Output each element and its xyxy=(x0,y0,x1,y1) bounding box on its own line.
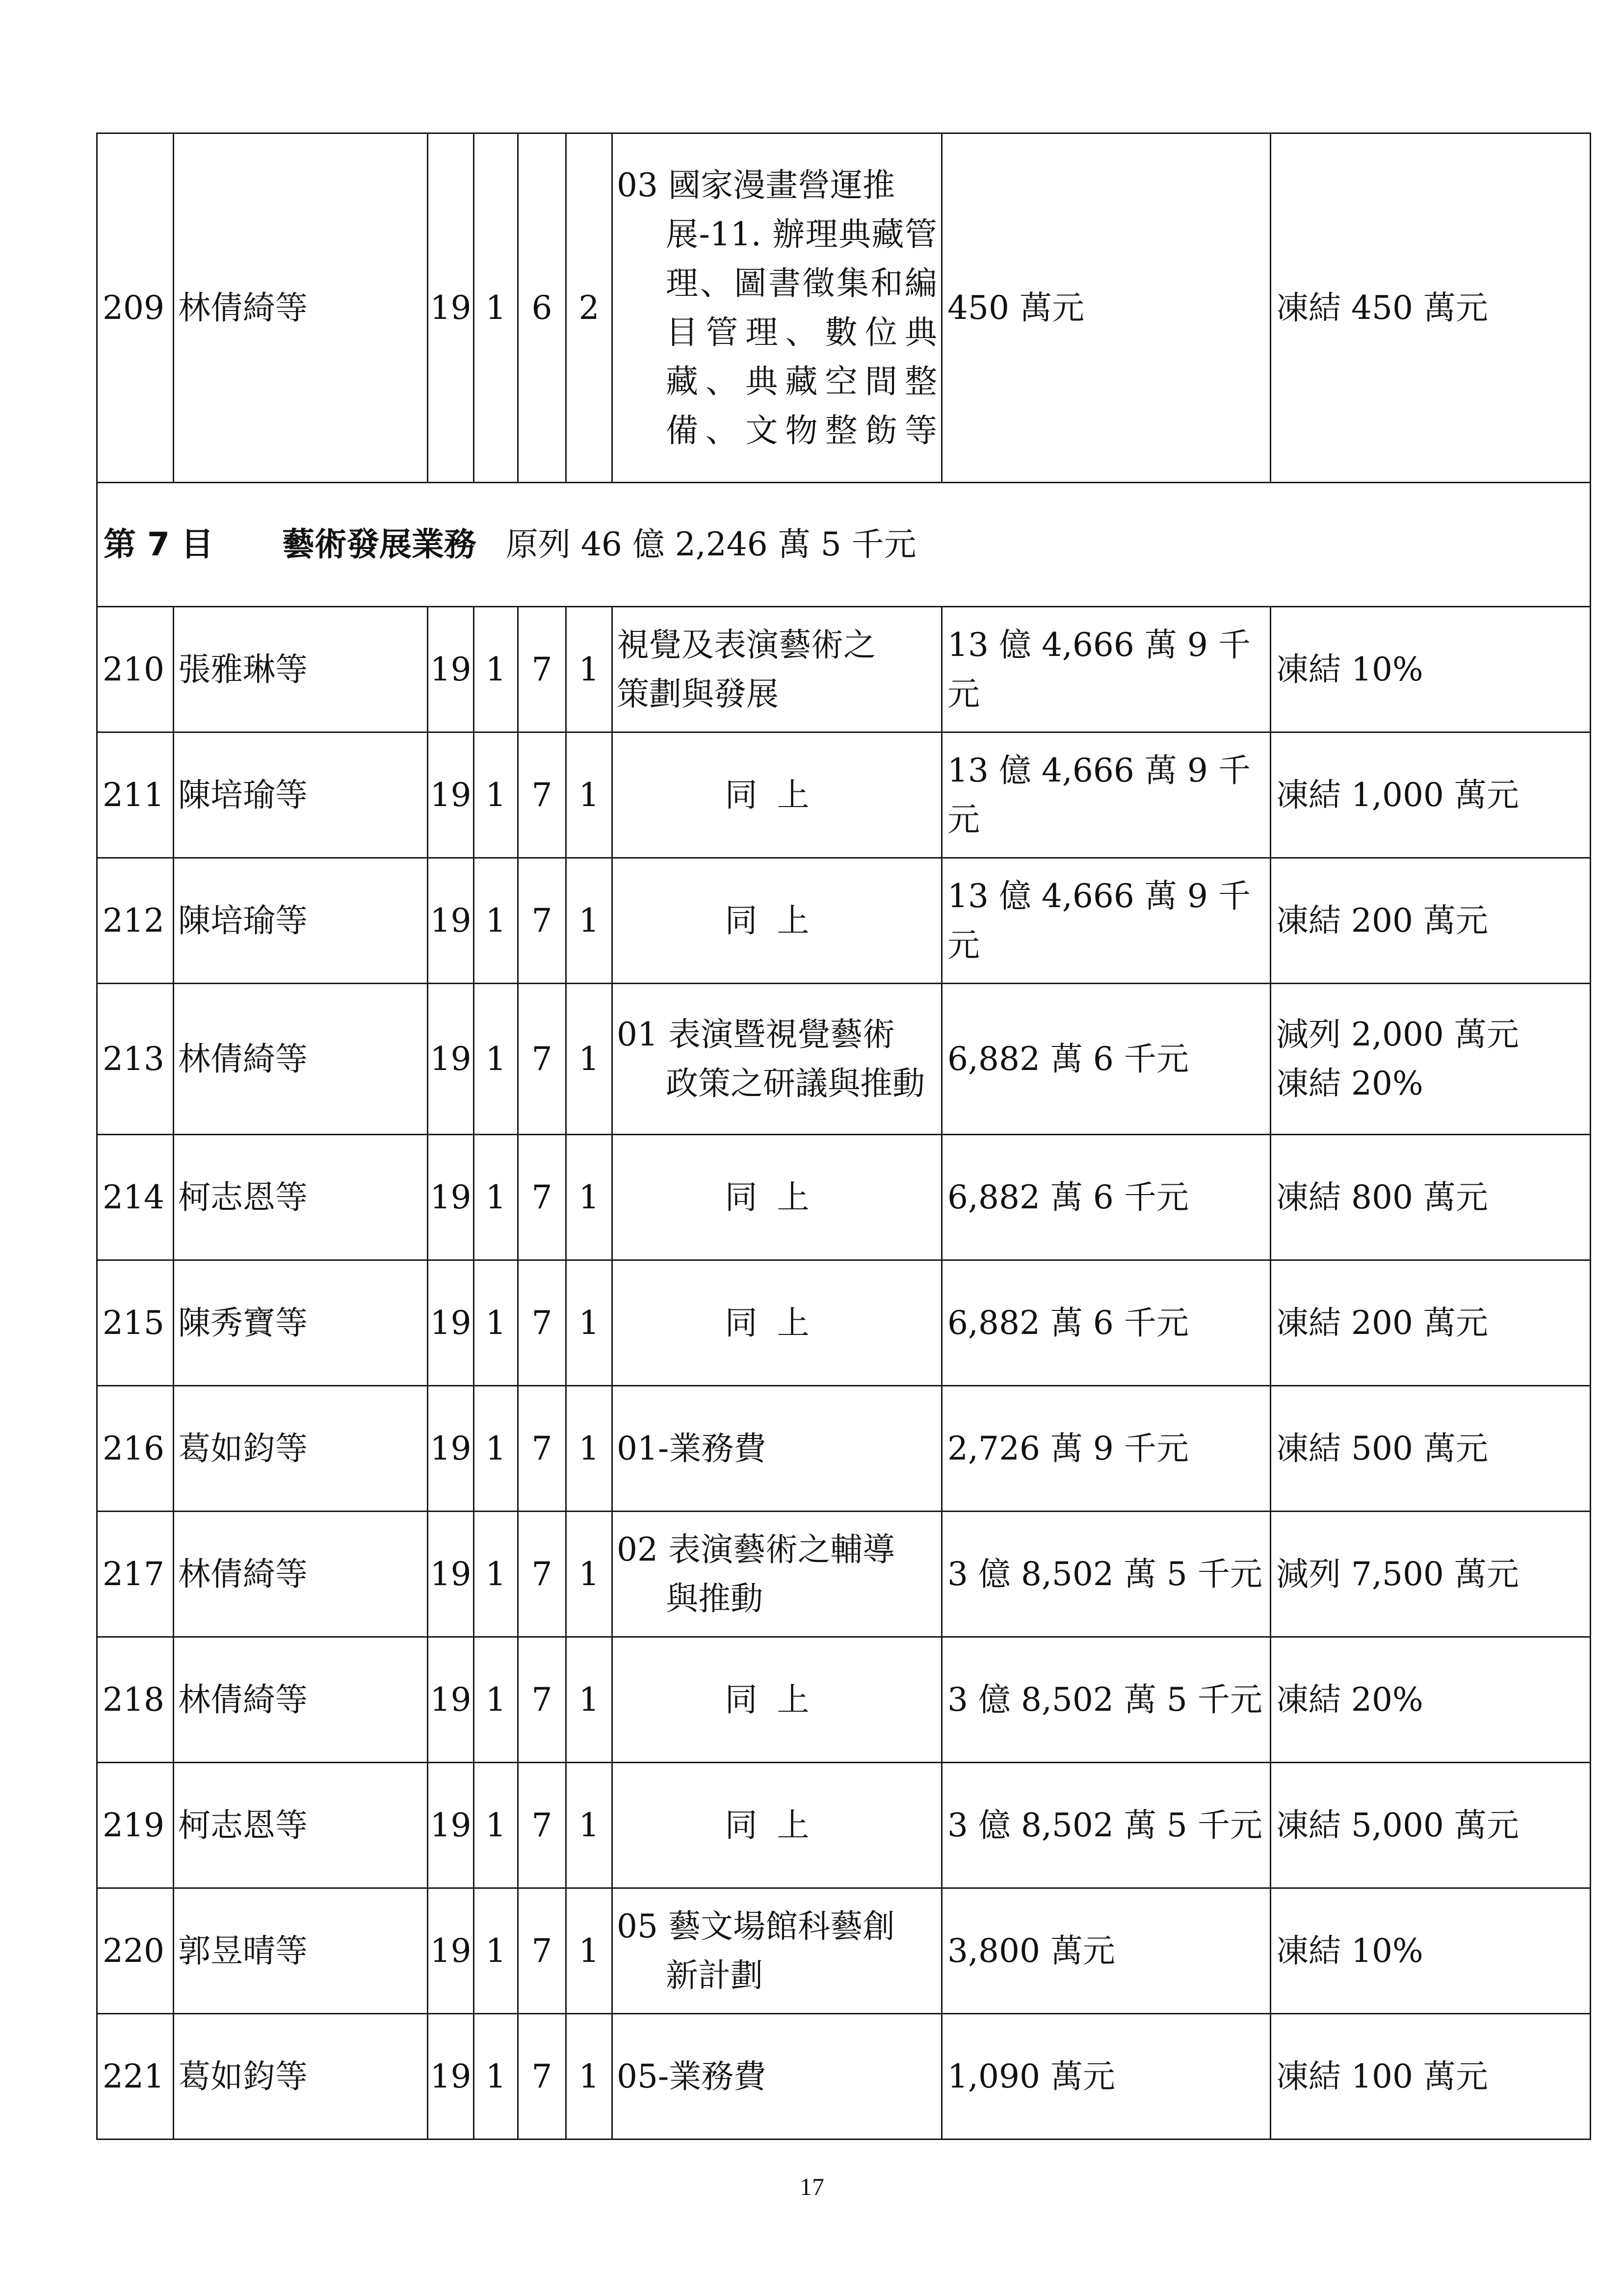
code-cell: 7 xyxy=(518,732,566,858)
budget-item xyxy=(612,1386,942,1512)
budget-amount-line: 元 xyxy=(947,675,980,713)
budget-amount xyxy=(942,1386,1271,1512)
code-cell: 1 xyxy=(474,1763,518,1888)
code-cell: 1 xyxy=(474,984,518,1135)
proposal-number: 209 xyxy=(97,133,174,483)
resolution xyxy=(1271,1260,1591,1386)
proposer-name: 葛如鈞等 xyxy=(174,2014,428,2139)
budget-amount xyxy=(942,1512,1271,1637)
resolution xyxy=(1271,984,1591,1135)
code-cell: 1 xyxy=(474,1135,518,1260)
code-cell: 1 xyxy=(566,1512,612,1637)
code-cell: 1 xyxy=(566,1260,612,1386)
proposal-number: 218 xyxy=(97,1637,174,1763)
proposer-name: 陳秀寶等 xyxy=(174,1260,428,1386)
budget-item-heading: 01 表演暨視覺藝術 xyxy=(617,1015,895,1053)
table-row xyxy=(97,1512,1591,1637)
table-row xyxy=(97,1763,1591,1888)
resolution-line: 凍結 200 萬元 xyxy=(1276,1304,1488,1342)
code-cell: 19 xyxy=(428,607,474,732)
budget-item-heading: 01-業務費 xyxy=(617,1429,766,1467)
budget-amount-line: 6,882 萬 6 千元 xyxy=(947,1040,1189,1078)
page-number: 17 xyxy=(800,2173,824,2200)
code-cell: 7 xyxy=(518,1260,566,1386)
proposal-number: 212 xyxy=(97,858,174,984)
budget-amount-line: 1,090 萬元 xyxy=(947,2057,1115,2095)
budget-item-heading: 03 國家漫畫營運推 xyxy=(617,166,895,204)
table-row xyxy=(97,133,1591,483)
budget-amount xyxy=(942,858,1271,984)
code-cell: 1 xyxy=(566,1386,612,1512)
code-cell: 6 xyxy=(518,133,566,483)
code-cell: 7 xyxy=(518,1763,566,1888)
budget-amount xyxy=(942,732,1271,858)
budget-amount-line: 13 億 4,666 萬 9 千 xyxy=(947,877,1251,915)
code-cell: 1 xyxy=(566,1135,612,1260)
resolution xyxy=(1271,607,1591,732)
budget-item xyxy=(612,133,942,483)
table-row xyxy=(97,984,1591,1135)
budget-item-detail: 新計劃 xyxy=(666,1956,763,1994)
table-row xyxy=(97,1637,1591,1763)
code-cell: 1 xyxy=(474,858,518,984)
budget-amount-line: 3 億 8,502 萬 5 千元 xyxy=(947,1806,1262,1844)
budget-amount-line: 2,726 萬 9 千元 xyxy=(947,1429,1189,1467)
resolution xyxy=(1271,1888,1591,2014)
budget-amount-line: 3 億 8,502 萬 5 千元 xyxy=(947,1680,1262,1719)
budget-item: 同上 xyxy=(612,1637,942,1763)
code-cell: 1 xyxy=(474,1888,518,2014)
code-cell: 7 xyxy=(518,1135,566,1260)
code-cell: 1 xyxy=(474,732,518,858)
proposal-number: 219 xyxy=(97,1763,174,1888)
budget-item-heading: 02 表演藝術之輔導 xyxy=(617,1530,895,1568)
code-cell: 1 xyxy=(566,1637,612,1763)
table-row xyxy=(97,607,1591,732)
budget-amount xyxy=(942,1637,1271,1763)
code-cell: 1 xyxy=(474,1637,518,1763)
budget-amount-line: 13 億 4,666 萬 9 千 xyxy=(947,626,1251,664)
proposer-name: 張雅琳等 xyxy=(174,607,428,732)
section-number: 第 7 目 xyxy=(104,525,213,563)
budget-item xyxy=(612,1512,942,1637)
resolution xyxy=(1271,1637,1591,1763)
resolution-line: 凍結 5,000 萬元 xyxy=(1276,1806,1519,1844)
resolution-line: 減列 7,500 萬元 xyxy=(1276,1555,1519,1593)
code-cell: 19 xyxy=(428,858,474,984)
code-cell: 1 xyxy=(474,133,518,483)
proposal-number: 220 xyxy=(97,1888,174,2014)
code-cell: 7 xyxy=(518,1386,566,1512)
budget-item-detail: 政策之研議與推動 xyxy=(666,1064,925,1102)
code-cell: 19 xyxy=(428,732,474,858)
code-cell: 19 xyxy=(428,984,474,1135)
budget-resolution-table xyxy=(96,132,1591,2140)
budget-item-heading: 05 藝文場館科藝創 xyxy=(617,1907,895,1945)
resolution xyxy=(1271,1386,1591,1512)
resolution-line: 凍結 20% xyxy=(1276,1064,1423,1102)
proposer-name: 林倩綺等 xyxy=(174,1637,428,1763)
budget-item: 同上 xyxy=(612,1763,942,1888)
section-original-budget: 原列 46 億 2,246 萬 5 千元 xyxy=(505,525,917,563)
resolution-line: 減列 2,000 萬元 xyxy=(1276,1015,1519,1053)
code-cell: 1 xyxy=(474,607,518,732)
proposer-name: 陳培瑜等 xyxy=(174,858,428,984)
code-cell: 7 xyxy=(518,1637,566,1763)
budget-amount-line: 元 xyxy=(947,926,980,964)
budget-amount-line: 6,882 萬 6 千元 xyxy=(947,1304,1189,1342)
code-cell: 1 xyxy=(566,1763,612,1888)
proposal-number: 217 xyxy=(97,1512,174,1637)
budget-amount xyxy=(942,1135,1271,1260)
code-cell: 1 xyxy=(474,1512,518,1637)
resolution-line: 凍結 20% xyxy=(1276,1680,1423,1719)
code-cell: 1 xyxy=(566,607,612,732)
proposer-name: 林倩綺等 xyxy=(174,1512,428,1637)
budget-amount xyxy=(942,1260,1271,1386)
table-row xyxy=(97,1386,1591,1512)
resolution xyxy=(1271,1512,1591,1637)
proposal-number: 221 xyxy=(97,2014,174,2139)
budget-item: 同上 xyxy=(612,858,942,984)
budget-amount xyxy=(942,2014,1271,2139)
budget-item: 同上 xyxy=(612,1135,942,1260)
code-cell: 19 xyxy=(428,1386,474,1512)
budget-item xyxy=(612,607,942,732)
budget-item-detail: 展-11. 辦理典藏管理、圖書徵集和編目管理、數位典藏、典藏空間整備、文物整飭等 xyxy=(666,215,937,449)
code-cell: 19 xyxy=(428,1888,474,2014)
proposal-number: 215 xyxy=(97,1260,174,1386)
code-cell: 19 xyxy=(428,1135,474,1260)
proposer-name: 柯志恩等 xyxy=(174,1763,428,1888)
proposer-name: 林倩綺等 xyxy=(174,984,428,1135)
resolution-line: 凍結 1,000 萬元 xyxy=(1276,776,1519,814)
table-row xyxy=(97,2014,1591,2139)
resolution-line: 凍結 200 萬元 xyxy=(1276,901,1488,939)
code-cell: 7 xyxy=(518,607,566,732)
budget-amount-line: 3,800 萬元 xyxy=(947,1931,1115,1970)
code-cell: 7 xyxy=(518,1888,566,2014)
resolution xyxy=(1271,1763,1591,1888)
budget-amount xyxy=(942,1888,1271,2014)
budget-item: 同上 xyxy=(612,732,942,858)
code-cell: 1 xyxy=(566,2014,612,2139)
budget-item-heading: 視覺及表演藝術之 xyxy=(617,626,876,664)
resolution-line: 凍結 10% xyxy=(1276,1931,1423,1970)
proposer-name: 林倩綺等 xyxy=(174,133,428,483)
resolution xyxy=(1271,858,1591,984)
budget-item-heading: 05-業務費 xyxy=(617,2057,766,2095)
budget-item xyxy=(612,984,942,1135)
code-cell: 19 xyxy=(428,1512,474,1637)
section-title: 藝術發展業務 xyxy=(282,525,476,563)
resolution-line: 凍結 500 萬元 xyxy=(1276,1429,1488,1467)
table-row xyxy=(97,1135,1591,1260)
proposer-name: 陳培瑜等 xyxy=(174,732,428,858)
resolution xyxy=(1271,2014,1591,2139)
table-row xyxy=(97,732,1591,858)
budget-item-detail: 與推動 xyxy=(666,1579,763,1618)
code-cell: 19 xyxy=(428,1260,474,1386)
resolution-line: 凍結 10% xyxy=(1276,650,1423,688)
resolution-line: 凍結 800 萬元 xyxy=(1276,1178,1488,1216)
proposer-name: 郭昱晴等 xyxy=(174,1888,428,2014)
budget-amount-line: 13 億 4,666 萬 9 千 xyxy=(947,751,1251,789)
code-cell: 19 xyxy=(428,133,474,483)
table-row xyxy=(97,858,1591,984)
table-row xyxy=(97,1888,1591,2014)
code-cell: 19 xyxy=(428,1763,474,1888)
proposal-number: 214 xyxy=(97,1135,174,1260)
code-cell: 1 xyxy=(566,858,612,984)
code-cell: 7 xyxy=(518,858,566,984)
code-cell: 7 xyxy=(518,984,566,1135)
code-cell: 1 xyxy=(566,732,612,858)
proposal-number: 211 xyxy=(97,732,174,858)
code-cell: 1 xyxy=(566,1888,612,2014)
code-cell: 19 xyxy=(428,1637,474,1763)
code-cell: 1 xyxy=(474,1386,518,1512)
table-row xyxy=(97,1260,1591,1386)
code-cell: 1 xyxy=(474,1260,518,1386)
section-header-row xyxy=(97,483,1591,607)
code-cell: 2 xyxy=(566,133,612,483)
budget-item-detail: 策劃與發展 xyxy=(617,675,779,713)
code-cell: 7 xyxy=(518,1512,566,1637)
resolution: 凍結 450 萬元 xyxy=(1271,133,1591,483)
code-cell: 7 xyxy=(518,2014,566,2139)
section-header xyxy=(97,483,1591,607)
proposal-number: 216 xyxy=(97,1386,174,1512)
code-cell: 1 xyxy=(474,2014,518,2139)
proposer-name: 葛如鈞等 xyxy=(174,1386,428,1512)
budget-amount xyxy=(942,984,1271,1135)
budget-item xyxy=(612,1888,942,2014)
budget-amount-line: 元 xyxy=(947,800,980,838)
budget-amount-line: 3 億 8,502 萬 5 千元 xyxy=(947,1555,1262,1593)
proposer-name: 柯志恩等 xyxy=(174,1135,428,1260)
proposal-number: 210 xyxy=(97,607,174,732)
budget-amount xyxy=(942,607,1271,732)
proposal-number: 213 xyxy=(97,984,174,1135)
budget-amount xyxy=(942,1763,1271,1888)
resolution-line: 凍結 100 萬元 xyxy=(1276,2057,1488,2095)
code-cell: 1 xyxy=(566,984,612,1135)
budget-item: 同上 xyxy=(612,1260,942,1386)
resolution xyxy=(1271,1135,1591,1260)
budget-item xyxy=(612,2014,942,2139)
resolution xyxy=(1271,732,1591,858)
budget-amount-line: 6,882 萬 6 千元 xyxy=(947,1178,1189,1216)
budget-amount: 450 萬元 xyxy=(942,133,1271,483)
code-cell: 19 xyxy=(428,2014,474,2139)
